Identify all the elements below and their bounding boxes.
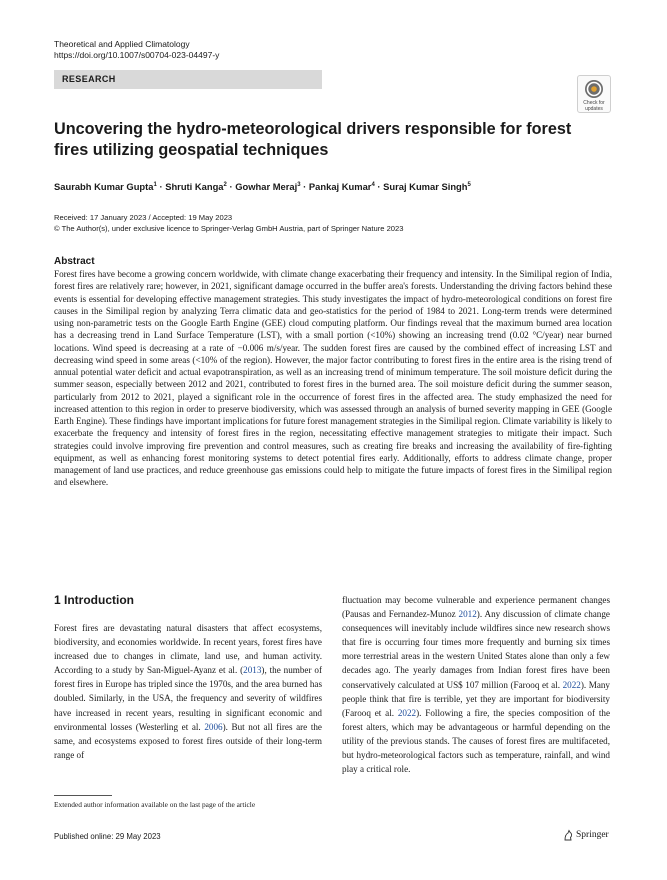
author-affiliation: 3 [297,182,301,188]
check-updates-icon [584,79,604,99]
springer-horse-icon [562,829,574,841]
author-affiliation: 2 [223,182,227,188]
article-title: Uncovering the hydro-meteorological drivers responsible for forest fires utilizing geospatial techniques [54,120,572,159]
text-run: ). Many people think that fire is terrible, yet they are important for biodiversity (Farooq et al. [342,679,610,718]
copyright-line: © The Author(s), under exclusive licence to Springer-Verlag GmbH Austria, part of Springer Nature 2023 [54,223,404,233]
abstract-text: Forest fires have become a growing concern worldwide, with climate change exacerbating their frequency and intensity. In the Similipal region of India, forest fires are relatively rare; however, in 2021, significant damage occurred in the buffer area's forests. Understanding the driving factors behind these events is essential for developing effective management strategies. This study investigates the impact of hydro-meteorological conditions on forest fire causes in the Similipal region by analyzing Terra climatic data and geo-statistics for the period of 1984 to 2021. Long-term trends were determined using non-parametric tests on the Google Earth Engine (GEE) cloud computing platform. Our findings reveal that the maximum burned area location has a decreasing trend in Land Surface Temperature (LST), with a small portion (<10%) showing an increasing trend (0.02 °C/year) near burned locations. Wind speed is decreasing at a rate of −0.006 m/s/year. The sudden forest fires are caused by the combined effect of increasing LST and decreasing wind speed in some areas (<10% of the region). However, the major factor contributing to forest fires in the entire area is the rising trend of annual potential water deficit and actual evapotranspiration, as well as an increasing trend of minimum temperature. The soil moisture deficit during the summer season, especially between 2012 and 2021, contributed to forest fires in the burned area. The soil moisture deficit during the summer season, particularly from 2012 to 2021, played a significant role in the occurrence of forest fires in the affected area. The study emphasized the need for increased attention to this region in order to preserve biodiversity, which was assessed through an analysis of burned severity mapping in GEE (Google Earth Engine). These findings have important implications for future forest management strategies in the Similipal region. Climate variability is likely to exacerbate the frequency and intensity of forest fires in the region, necessitating effective management strategies to mitigate their impact. Such strategies could involve improving fire prevention and control measures, such as creating fire breaks and increasing the availability of fire-fighting equipment, as well as enhancing forest monitoring systems to detect potential fires early. Additionally, efforts to address climate change, proper management of land use practices, and reduce greenhouse gas emissions could help to mitigate the future impacts of forest fires in the Similipal region and elsewhere. [54,269,612,488]
journal-doi[interactable]: https://doi.org/10.1007/s00704-023-04497-y [54,50,220,60]
publisher-name: Springer [576,830,609,840]
author-name[interactable]: Gowhar Meraj [235,181,298,193]
author-affiliation: 1 [153,182,157,188]
introduction-column-right [342,593,610,776]
citation-link[interactable]: 2012 [458,609,477,620]
author-name[interactable]: Suraj Kumar Singh [383,181,468,193]
text-run: ). But not all fires are the same, and ecosystems exposed to forest fires outside of their long-term range of [54,721,322,760]
text-run: ). Following a fire, the species composition of the forest alters, which may be advantageous or harmful depending on the utility of the previous stands. The causes of forest fires are multifaceted, but hydro-meteorological factors such as temperature, rainfall, and wind play a critical role. [342,707,611,775]
author-name[interactable]: Pankaj Kumar [308,181,372,193]
introduction-column-left [54,621,322,762]
citation-link[interactable]: 2006 [204,721,223,732]
text-run: ). Any discussion of climate change consequences will inevitably include wildfires since new research shows that fire is occurring four times more frequently and burning six times more terrestrial areas in the western United States alone than only a few decades ago. The yearly damages from Indian forest fires have been conservatively calculated at US$ 107 million (Farooq et al. [342,609,610,690]
author-name[interactable]: Shruti Kanga [165,181,224,193]
article-dates [54,213,403,234]
introduction-heading: 1 Introduction [54,593,134,607]
journal-name: Theoretical and Applied Climatology [54,39,190,49]
received-accepted: Received: 17 January 2023 / Accepted: 19 May 2023 [54,213,233,222]
published-online: Published online: 29 May 2023 [54,832,161,841]
section-label: RESEARCH [62,74,116,84]
citation-link[interactable]: 2022 [562,679,581,690]
text-run: fluctuation may become vulnerable and experience permanent changes (Pausas and Fernandez-Munoz [342,595,610,620]
journal-header [54,39,219,61]
abstract-heading: Abstract [54,256,95,267]
author-affiliation: 5 [467,182,471,188]
citation-link[interactable]: 2013 [243,665,262,676]
text-run: Forest fires are devastating natural disasters that affect ecosystems, biodiversity, and economies worldwide. In recent years, forest fires have increased due to changes in climate, land use, and human activity. According to a study by San-Miguel-Ayanz et al. ( [54,623,322,676]
text-run: ), the number of forest fires in Europe has tripled since the 1970s, and the area burned has doubled. Similarly, in the USA, the frequency and severity of wildfires have increased in recent years, resulting in significant economic and environmental losses (Westerling et al. [54,665,322,732]
check-updates-label: Check for updates [583,100,605,112]
publisher-logo [562,829,609,841]
citation-link[interactable]: 2022 [397,707,417,718]
check-for-updates-badge[interactable] [577,75,611,113]
author-name[interactable]: Saurabh Kumar Gupta [54,181,154,193]
author-list: Saurabh Kumar Gupta$^1$ · Shruti Kanga$^2$ · Gowhar Meraj$^3$ · Pankaj Kumar$^4$ · Suraj Kumar Singh$^5$ [54,181,471,193]
section-bar [54,70,322,89]
author-affiliation: 4 [371,182,375,188]
footnote: Extended author information available on the last page of the article [54,800,256,809]
footnote-rule [54,795,112,796]
